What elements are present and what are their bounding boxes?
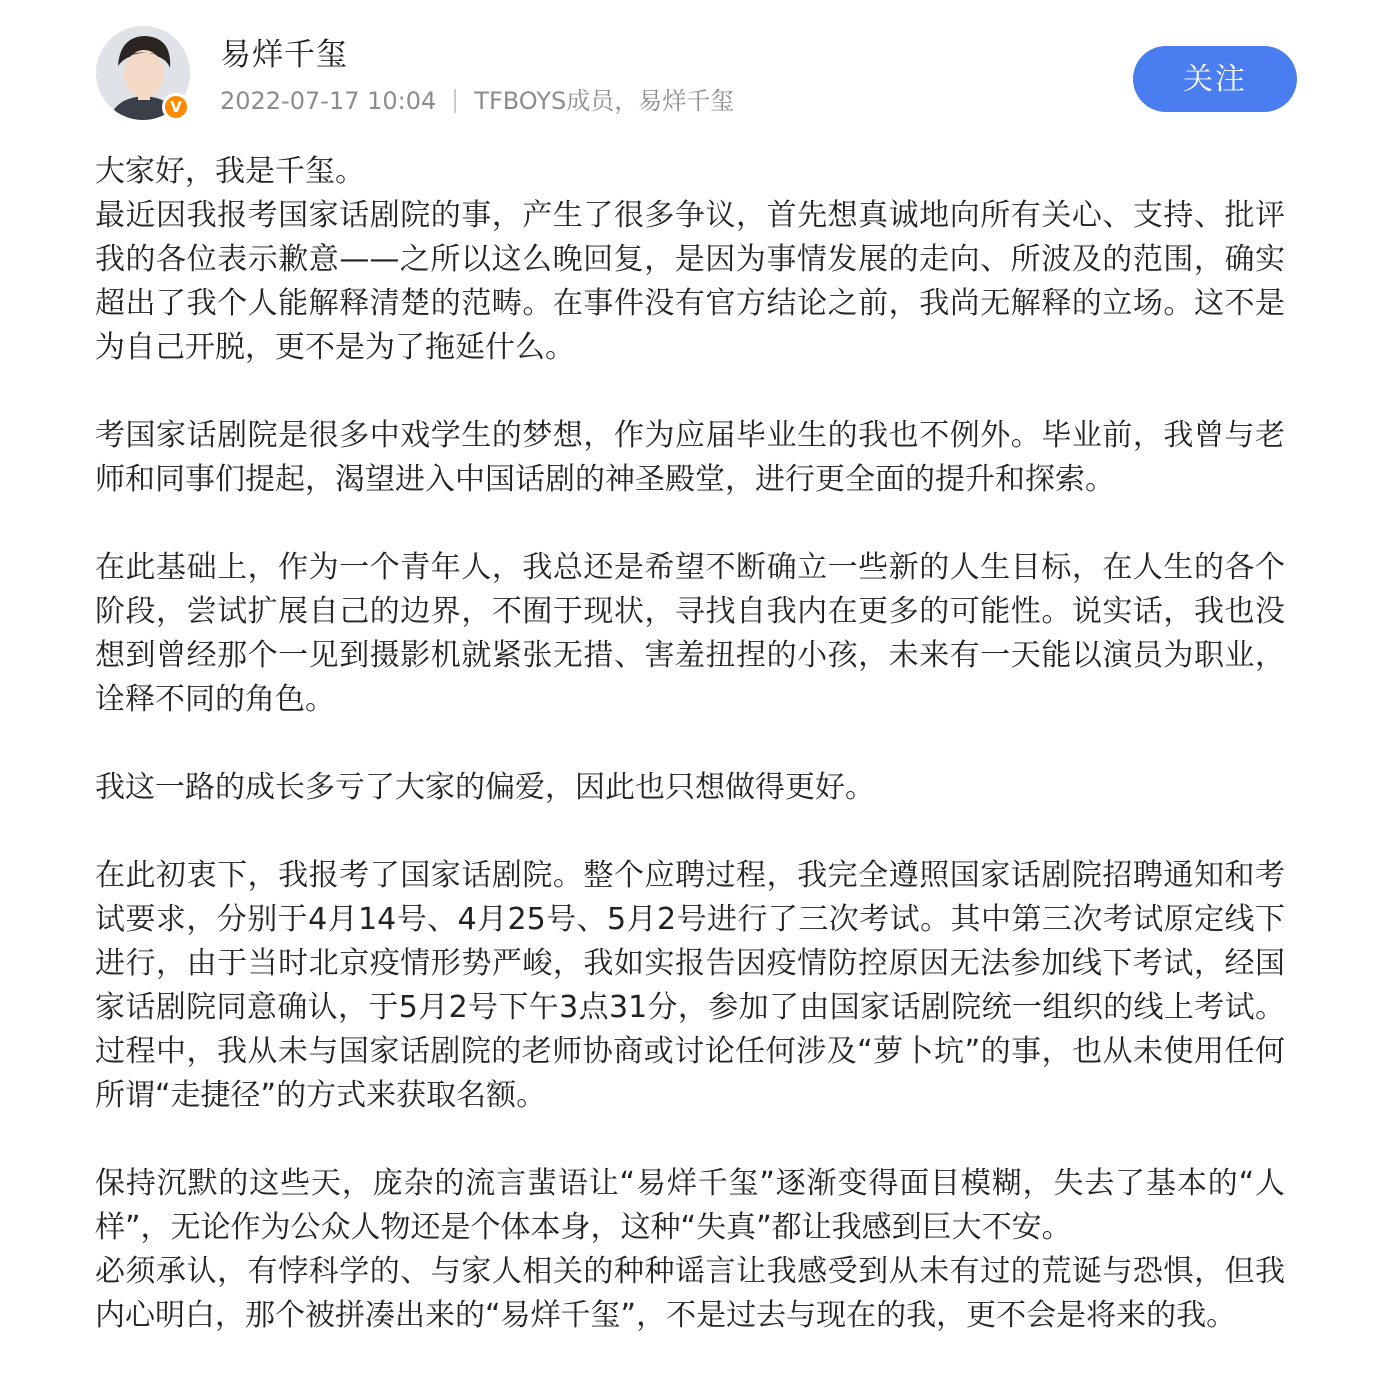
post-paragraph: 保持沉默的这些天，庞杂的流言蜚语让“易烊千玺”逐渐变得面目模糊，失去了基本的“人样”，无论作为公众人物还是个体本身，这种“失真”都让我感到巨大不安。 — [95, 1166, 1285, 1245]
post-paragraph: 我这一路的成长多亏了大家的偏爱，因此也只想做得更好。 — [95, 770, 875, 805]
author-description: TFBOYS成员，易烊千玺 — [474, 87, 735, 115]
author-name[interactable]: 易烊千玺 — [220, 37, 348, 73]
post-paragraph: 在此初衷下，我报考了国家话剧院。整个应聘过程，我完全遵照国家话剧院招聘通知和考试要求，分别于4月14号、4月25号、5月2号进行了三次考试。其中第三次考试原定线下进行，由于当时北京疫情形势严峻，我如实报告因疫情防控原因无法参加线下考试，经国家话剧院同意确认，于5月2号下午3点31分，参加了由国家话剧院统一组织的线上考试。过程中，我从未与国家话剧院的老师协商或讨论任何涉及“萝卜坑”的事，也从未使用任何所谓“走捷径”的方式来获取名额。 — [95, 858, 1285, 1113]
paragraph-gap — [95, 370, 1285, 414]
post-paragraph: 大家好，我是千玺。 — [95, 154, 365, 189]
meta-divider — [454, 89, 456, 113]
post-body — [95, 150, 1285, 1338]
post-header — [96, 26, 1306, 126]
paragraph-gap — [95, 722, 1285, 766]
paragraph-gap — [95, 1118, 1285, 1162]
post-paragraph: 最近因我报考国家话剧院的事，产生了很多争议，首先想真诚地向所有关心、支持、批评我的各位表示歉意——之所以这么晚回复，是因为事情发展的走向、所波及的范围，确实超出了我个人能解释清楚的范畴。在事件没有官方结论之前，我尚无解释的立场。这不是为自己开脱，更不是为了拖延什么。 — [95, 198, 1285, 365]
post-paragraph: 在此基础上，作为一个青年人，我总还是希望不断确立一些新的人生目标，在人生的各个阶段，尝试扩展自己的边界，不囿于现状，寻找自我内在更多的可能性。说实话，我也没想到曾经那个一见到摄影机就紧张无措、害羞扭捏的小孩，未来有一天能以演员为职业，诠释不同的角色。 — [95, 550, 1285, 717]
post-timestamp: 2022-07-17 10:04 — [220, 87, 437, 115]
follow-button[interactable]: 关注 — [1133, 46, 1297, 112]
post-paragraph: 必须承认，有悖科学的、与家人相关的种种谣言让我感受到从未有过的荒诞与恐惧，但我内心明白，那个被拼凑出来的“易烊千玺”，不是过去与现在的我，更不会是将来的我。 — [95, 1254, 1285, 1333]
paragraph-gap — [95, 810, 1285, 854]
verified-badge-icon: V — [162, 93, 190, 121]
paragraph-gap — [95, 502, 1285, 546]
post-meta — [220, 86, 734, 116]
post-paragraph: 考国家话剧院是很多中戏学生的梦想，作为应届毕业生的我也不例外。毕业前，我曾与老师和同事们提起，渴望进入中国话剧的神圣殿堂，进行更全面的提升和探索。 — [95, 418, 1285, 497]
